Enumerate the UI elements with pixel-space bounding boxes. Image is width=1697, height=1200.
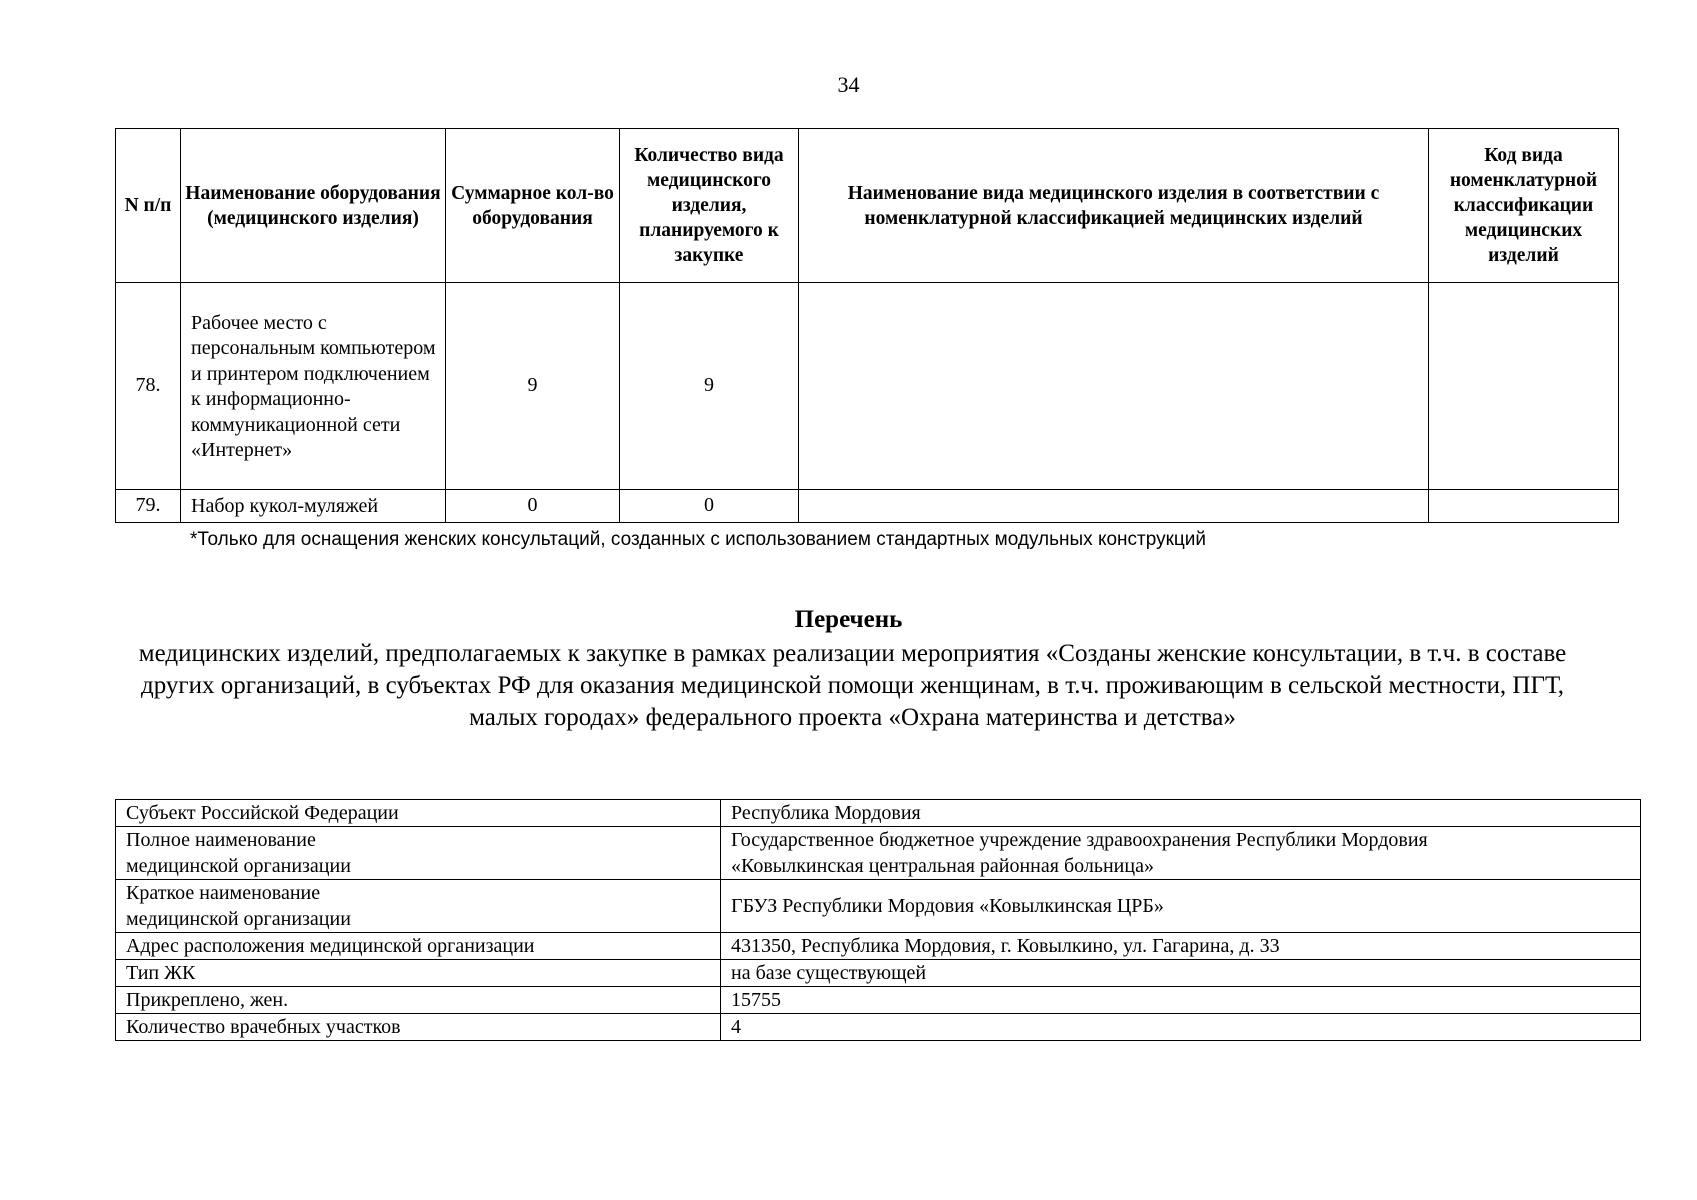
table-row [116,960,1641,987]
table-row [116,933,1641,960]
info-value: 431350, Республика Мордовия, г. Ковылкино, ул. Гагарина, д. 33 [721,933,1641,960]
row-total-quantity: 9 [446,283,620,490]
header-nomenclature-name: Наименование вида медицинского изделия в соответствии с номенклатурной классификацией медицинских изделий [799,129,1429,283]
info-label: Прикреплено, жен. [116,987,721,1014]
header-nomenclature-code: Код вида номенклатурной классификации медицинских изделий [1429,129,1619,283]
info-label: Краткое наименование медицинской организации [116,880,721,933]
table-row [116,827,1641,880]
info-label: Адрес расположения медицинской организации [116,933,721,960]
info-value: 15755 [721,987,1641,1014]
row-planned-quantity: 0 [620,490,799,523]
info-value: Государственное бюджетное учреждение здравоохранения Республики Мордовия «Ковылкинская центральная районная больница» [721,827,1641,880]
row-total-quantity: 0 [446,490,620,523]
info-value: Республика Мордовия [721,800,1641,827]
row-num: 79. [116,490,181,523]
row-num: 78. [116,283,181,490]
page-number: 34 [837,72,860,97]
table-row [116,800,1641,827]
table-row [116,283,1619,490]
info-value: на базе существующей [721,960,1641,987]
table-row [116,490,1619,523]
row-nomenclature-code [1429,490,1619,523]
header-total-quantity: Суммарное кол-во оборудования [446,129,620,283]
info-label: Тип ЖК [116,960,721,987]
list-title: Перечень [794,606,903,633]
row-equipment-name: Рабочее место с персональным компьютером и принтером подключением к информационно-коммуникационной сети «Интернет» [181,283,446,490]
info-label: Количество врачебных участков [116,1014,721,1041]
info-label: Субъект Российской Федерации [116,800,721,827]
row-equipment-name: Набор кукол-муляжей [181,490,446,523]
list-subtitle: медицинских изделий, предполагаемых к закупке в рамках реализации мероприятия «Созданы женские консультации, в т.ч. в составе других организаций, в субъектах РФ для оказания медицинской помощи женщинам, в т.ч. проживающим в сельской местности, ПГТ, малых городах» федерального проекта «Охрана материнства и детства» [138,640,1567,731]
equipment-table-header [116,129,1619,283]
row-planned-quantity: 9 [620,283,799,490]
info-value: ГБУЗ Республики Мордовия «Ковылкинская ЦРБ» [721,880,1641,933]
table-row [116,987,1641,1014]
info-value: 4 [721,1014,1641,1041]
info-label: Полное наименование медицинской организации [116,827,721,880]
row-nomenclature-name [799,490,1429,523]
header-planned-quantity: Количество вида медицинского изделия, планируемого к закупке [620,129,799,283]
equipment-table [115,128,1619,523]
footnote: *Только для оснащения женских консультаций, созданных с использованием стандартных модульных конструкций [190,529,1207,550]
organization-info-table [115,799,1641,1041]
table-row [116,880,1641,933]
header-equipment-name: Наименование оборудования (медицинского изделия) [181,129,446,283]
header-num: N п/п [116,129,181,283]
row-nomenclature-name [799,283,1429,490]
row-nomenclature-code [1429,283,1619,490]
table-row [116,1014,1641,1041]
